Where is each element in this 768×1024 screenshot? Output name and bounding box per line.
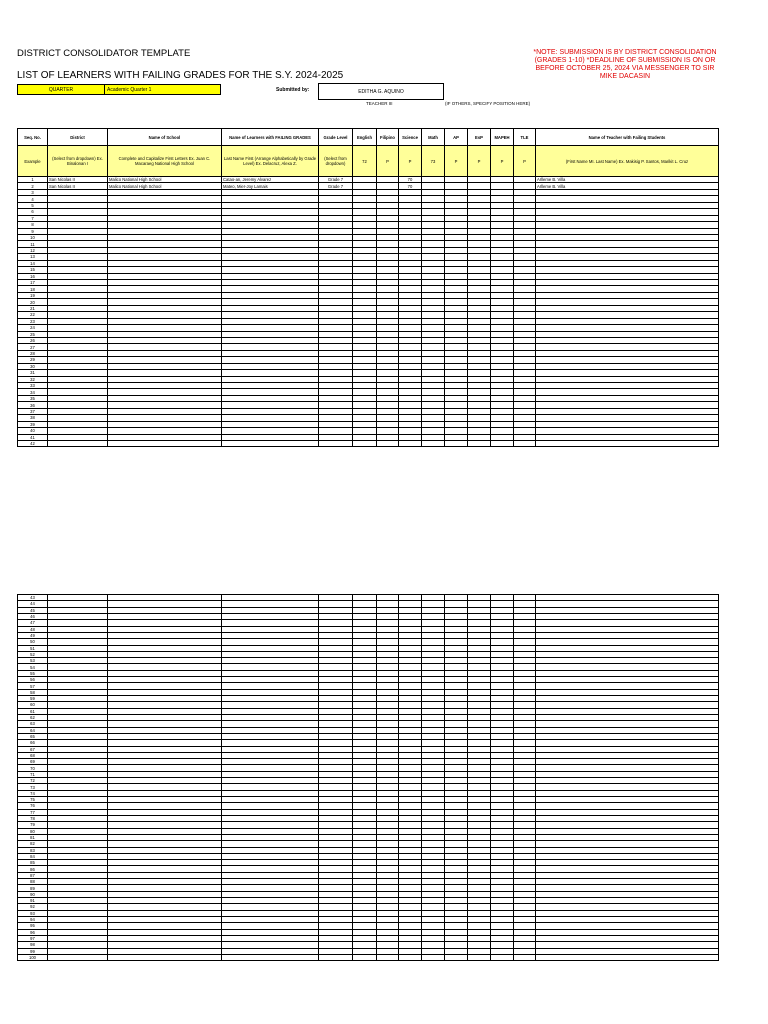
example-cell: 73	[422, 146, 445, 177]
example-cell: P	[514, 146, 536, 177]
table-cell[interactable]: 75	[18, 797, 48, 803]
table-cell[interactable]: 94	[18, 916, 48, 922]
table-cell[interactable]: 78	[18, 815, 48, 821]
submission-note: *NOTE: SUBMISSION IS BY DISTRICT CONSOLIDATION (GRADES 1-10) *DEADLINE OF SUBMISSION IS ON OR BEFORE OCTOBER 25, 2024 VIA MESSENGER TO SIR MIKE DACASIN	[533, 49, 717, 80]
table-cell[interactable]: 56	[18, 677, 48, 683]
table-cell[interactable]	[422, 440, 445, 446]
table-cell[interactable]	[319, 440, 353, 446]
table-cell[interactable]: 42	[18, 440, 48, 446]
table-cell[interactable]: 86	[18, 866, 48, 872]
table-cell[interactable]: 36	[18, 402, 48, 408]
table-cell[interactable]: 22	[18, 312, 48, 318]
table-cell[interactable]: 23	[18, 318, 48, 324]
column-header: Name of School	[108, 129, 222, 146]
quarter-select[interactable]: Academic Quarter 1	[105, 84, 221, 95]
table-cell[interactable]: 35	[18, 395, 48, 401]
table-cell[interactable]	[491, 954, 514, 960]
table-cell[interactable]: 41	[18, 434, 48, 440]
table-cell[interactable]: 74	[18, 790, 48, 796]
example-cell: P	[445, 146, 468, 177]
table-cell[interactable]: 76	[18, 803, 48, 809]
table-cell[interactable]: 83	[18, 847, 48, 853]
table-cell[interactable]: 31	[18, 370, 48, 376]
table-cell[interactable]: 92	[18, 904, 48, 910]
table-cell[interactable]	[222, 440, 319, 446]
table-cell[interactable]: 34	[18, 389, 48, 395]
table-cell[interactable]	[108, 440, 222, 446]
example-cell: (Select from dropdown) Ex. Binalonan I	[48, 146, 108, 177]
submitted-by-label: Submitted by:	[276, 87, 310, 93]
table-cell[interactable]: 72	[18, 778, 48, 784]
table-cell[interactable]: 93	[18, 910, 48, 916]
table-cell[interactable]: 27	[18, 344, 48, 350]
table-cell[interactable]: 33	[18, 383, 48, 389]
table-cell[interactable]	[353, 440, 377, 446]
table-cell[interactable]: 99	[18, 948, 48, 954]
example-cell: (Select from dropdown)	[319, 146, 353, 177]
table-cell[interactable]: 70	[399, 183, 422, 189]
table-cell[interactable]: Arlleme B. Villa	[536, 183, 719, 189]
table-cell[interactable]: 81	[18, 834, 48, 840]
quarter-label: QUARTER	[17, 84, 105, 95]
table-cell[interactable]: 19	[18, 292, 48, 298]
table-cell[interactable]	[48, 440, 108, 446]
table-cell[interactable]	[353, 954, 377, 960]
table-cell[interactable]: 17	[18, 280, 48, 286]
table-cell[interactable]	[514, 954, 536, 960]
table-cell[interactable]	[377, 954, 399, 960]
table-cell[interactable]: 10	[18, 234, 48, 240]
table-cell[interactable]: 80	[18, 828, 48, 834]
table-cell[interactable]: 28	[18, 350, 48, 356]
table-cell[interactable]: 47	[18, 620, 48, 626]
table-cell[interactable]: 70	[399, 177, 422, 183]
table-cell[interactable]: 54	[18, 664, 48, 670]
table-cell[interactable]: 64	[18, 727, 48, 733]
table-cell[interactable]: San Nicolas II	[48, 177, 108, 183]
example-cell: Example	[18, 146, 48, 177]
table-cell[interactable]: 82	[18, 841, 48, 847]
table-cell[interactable]: 51	[18, 645, 48, 651]
table-cell[interactable]: 16	[18, 273, 48, 279]
column-header: Name of Teacher with Failing Students	[536, 129, 719, 146]
list-title: LIST OF LEARNERS WITH FAILING GRADES FOR THE S.Y. 2024-2025	[17, 70, 344, 81]
table-cell[interactable]: 8	[18, 222, 48, 228]
table-cell[interactable]: 45	[18, 607, 48, 613]
table-cell[interactable]: 79	[18, 822, 48, 828]
table-cell[interactable]: 49	[18, 632, 48, 638]
table-cell[interactable]: 87	[18, 872, 48, 878]
table-cell[interactable]: Grade 7	[319, 177, 353, 183]
table-cell[interactable]	[514, 440, 536, 446]
example-cell: 72	[353, 146, 377, 177]
table-cell[interactable]: 3	[18, 189, 48, 195]
table-cell[interactable]: 97	[18, 935, 48, 941]
example-cell: Complete and Capitalize First Letters Ex. Juan C. Macaraeg National High School	[108, 146, 222, 177]
table-cell[interactable]	[468, 440, 491, 446]
table-cell[interactable]: 66	[18, 740, 48, 746]
table-cell[interactable]: 60	[18, 702, 48, 708]
table-cell[interactable]: 29	[18, 357, 48, 363]
table-cell[interactable]: 62	[18, 714, 48, 720]
table-cell[interactable]: 95	[18, 923, 48, 929]
table-cell[interactable]: 21	[18, 305, 48, 311]
table-header-row	[18, 129, 719, 146]
table-cell[interactable]	[468, 954, 491, 960]
table-cell[interactable]: 44	[18, 601, 48, 607]
learners-table-page2	[17, 594, 719, 961]
table-cell[interactable]: 24	[18, 325, 48, 331]
table-cell[interactable]: 57	[18, 683, 48, 689]
table-cell[interactable]: 4	[18, 196, 48, 202]
table-cell[interactable]: 69	[18, 759, 48, 765]
table-cell[interactable]: 43	[18, 595, 48, 601]
table-cell[interactable]	[491, 440, 514, 446]
table-cell[interactable]	[222, 954, 319, 960]
table-cell[interactable]: 68	[18, 752, 48, 758]
table-cell[interactable]	[377, 440, 399, 446]
table-cell[interactable]: 12	[18, 247, 48, 253]
table-cell[interactable]: 55	[18, 670, 48, 676]
example-cell: P	[399, 146, 422, 177]
submitted-by-field[interactable]: EDITHA G. AQUINO	[318, 83, 444, 100]
table-cell[interactable]: 14	[18, 260, 48, 266]
table-cell[interactable]: 67	[18, 746, 48, 752]
table-cell[interactable]: 26	[18, 337, 48, 343]
table-cell[interactable]	[48, 954, 108, 960]
table-cell[interactable]: 39	[18, 421, 48, 427]
column-header: Filipino	[377, 129, 399, 146]
learners-table-page1	[17, 128, 719, 447]
table-cell[interactable]: 38	[18, 415, 48, 421]
table-cell[interactable]: 52	[18, 651, 48, 657]
table-cell[interactable]: 65	[18, 733, 48, 739]
column-header: English	[353, 129, 377, 146]
column-header: MAPEH	[491, 129, 514, 146]
table-cell[interactable]	[536, 440, 719, 446]
table-cell[interactable]: 53	[18, 658, 48, 664]
table-cell[interactable]	[108, 954, 222, 960]
document-title: DISTRICT CONSOLIDATOR TEMPLATE	[17, 48, 191, 59]
table-cell[interactable]	[399, 954, 422, 960]
table-cell[interactable]: Catao-an, Jeremy Alvarez	[222, 177, 319, 183]
table-cell[interactable]	[445, 440, 468, 446]
column-header: Grade Level	[319, 129, 353, 146]
table-cell[interactable]: Arlleme B. Villa	[536, 177, 719, 183]
table-cell[interactable]: 71	[18, 771, 48, 777]
column-header: EsP	[468, 129, 491, 146]
table-cell[interactable]: 91	[18, 898, 48, 904]
table-cell[interactable]: 61	[18, 708, 48, 714]
column-header: Science	[399, 129, 422, 146]
table-cell[interactable]: 6	[18, 209, 48, 215]
table-cell[interactable]: 2	[18, 183, 48, 189]
table-cell[interactable]: 63	[18, 721, 48, 727]
position-field[interactable]: TEACHER III	[366, 101, 393, 106]
table-cell[interactable]: 58	[18, 689, 48, 695]
table-cell[interactable]: 96	[18, 929, 48, 935]
table-cell[interactable]: 1	[18, 177, 48, 183]
example-row	[18, 146, 719, 177]
column-header: Name of Learners with FAILING GRADES	[222, 129, 319, 146]
table-cell[interactable]: 77	[18, 809, 48, 815]
example-cell: P	[377, 146, 399, 177]
table-cell[interactable]	[422, 954, 445, 960]
table-cell[interactable]	[445, 954, 468, 960]
table-cell[interactable]: 100	[18, 954, 48, 960]
example-cell: Last Name First (Arrange Alphabetically by Grade Level) Ex. Delacruz, Alexa Z.	[222, 146, 319, 177]
table-cell[interactable]: 37	[18, 408, 48, 414]
table-cell[interactable]: San Nicolas II	[48, 183, 108, 189]
example-cell: (First Name MI. Last Name) Ex. Makisig P. Santos, Marikit L. Cruz	[536, 146, 719, 177]
table-cell[interactable]: 5	[18, 202, 48, 208]
table-cell[interactable]	[399, 440, 422, 446]
table-cell[interactable]: 15	[18, 267, 48, 273]
table-cell[interactable]: 70	[18, 765, 48, 771]
table-cell[interactable]: 25	[18, 331, 48, 337]
example-cell: P	[491, 146, 514, 177]
table-cell[interactable]: 32	[18, 376, 48, 382]
table-cell[interactable]: 9	[18, 228, 48, 234]
table-cell[interactable]: 7	[18, 215, 48, 221]
table-cell[interactable]: 20	[18, 299, 48, 305]
table-cell[interactable]	[536, 954, 719, 960]
table-row	[18, 954, 719, 960]
table-cell[interactable]: 98	[18, 942, 48, 948]
table-cell[interactable]: 18	[18, 286, 48, 292]
table-cell[interactable]: 40	[18, 428, 48, 434]
table-cell[interactable]: Malico National High School	[108, 183, 222, 189]
table-cell[interactable]: 89	[18, 885, 48, 891]
table-cell[interactable]: 84	[18, 853, 48, 859]
table-cell[interactable]: 46	[18, 613, 48, 619]
column-header: TLE	[514, 129, 536, 146]
example-cell: P	[468, 146, 491, 177]
table-cell[interactable]: 73	[18, 784, 48, 790]
table-cell[interactable]: 85	[18, 860, 48, 866]
table-cell[interactable]: 11	[18, 241, 48, 247]
column-header: District	[48, 129, 108, 146]
table-cell[interactable]	[319, 954, 353, 960]
table-row	[18, 440, 719, 446]
column-header: Math	[422, 129, 445, 146]
table-cell[interactable]: 59	[18, 696, 48, 702]
table-cell[interactable]: 90	[18, 891, 48, 897]
column-header: AP	[445, 129, 468, 146]
position-note: (IF OTHERS, SPECIFY POSITION HERE)	[445, 101, 531, 106]
table-cell[interactable]: 30	[18, 363, 48, 369]
table-cell[interactable]: Grade 7	[319, 183, 353, 189]
table-cell[interactable]: 88	[18, 879, 48, 885]
table-cell[interactable]: Malico National High School	[108, 177, 222, 183]
column-header: Seq. No.	[18, 129, 48, 146]
table-cell[interactable]: 48	[18, 626, 48, 632]
table-cell[interactable]: 13	[18, 254, 48, 260]
table-cell[interactable]: Mateo, Mier-Joy Lamais	[222, 183, 319, 189]
table-cell[interactable]: 50	[18, 639, 48, 645]
